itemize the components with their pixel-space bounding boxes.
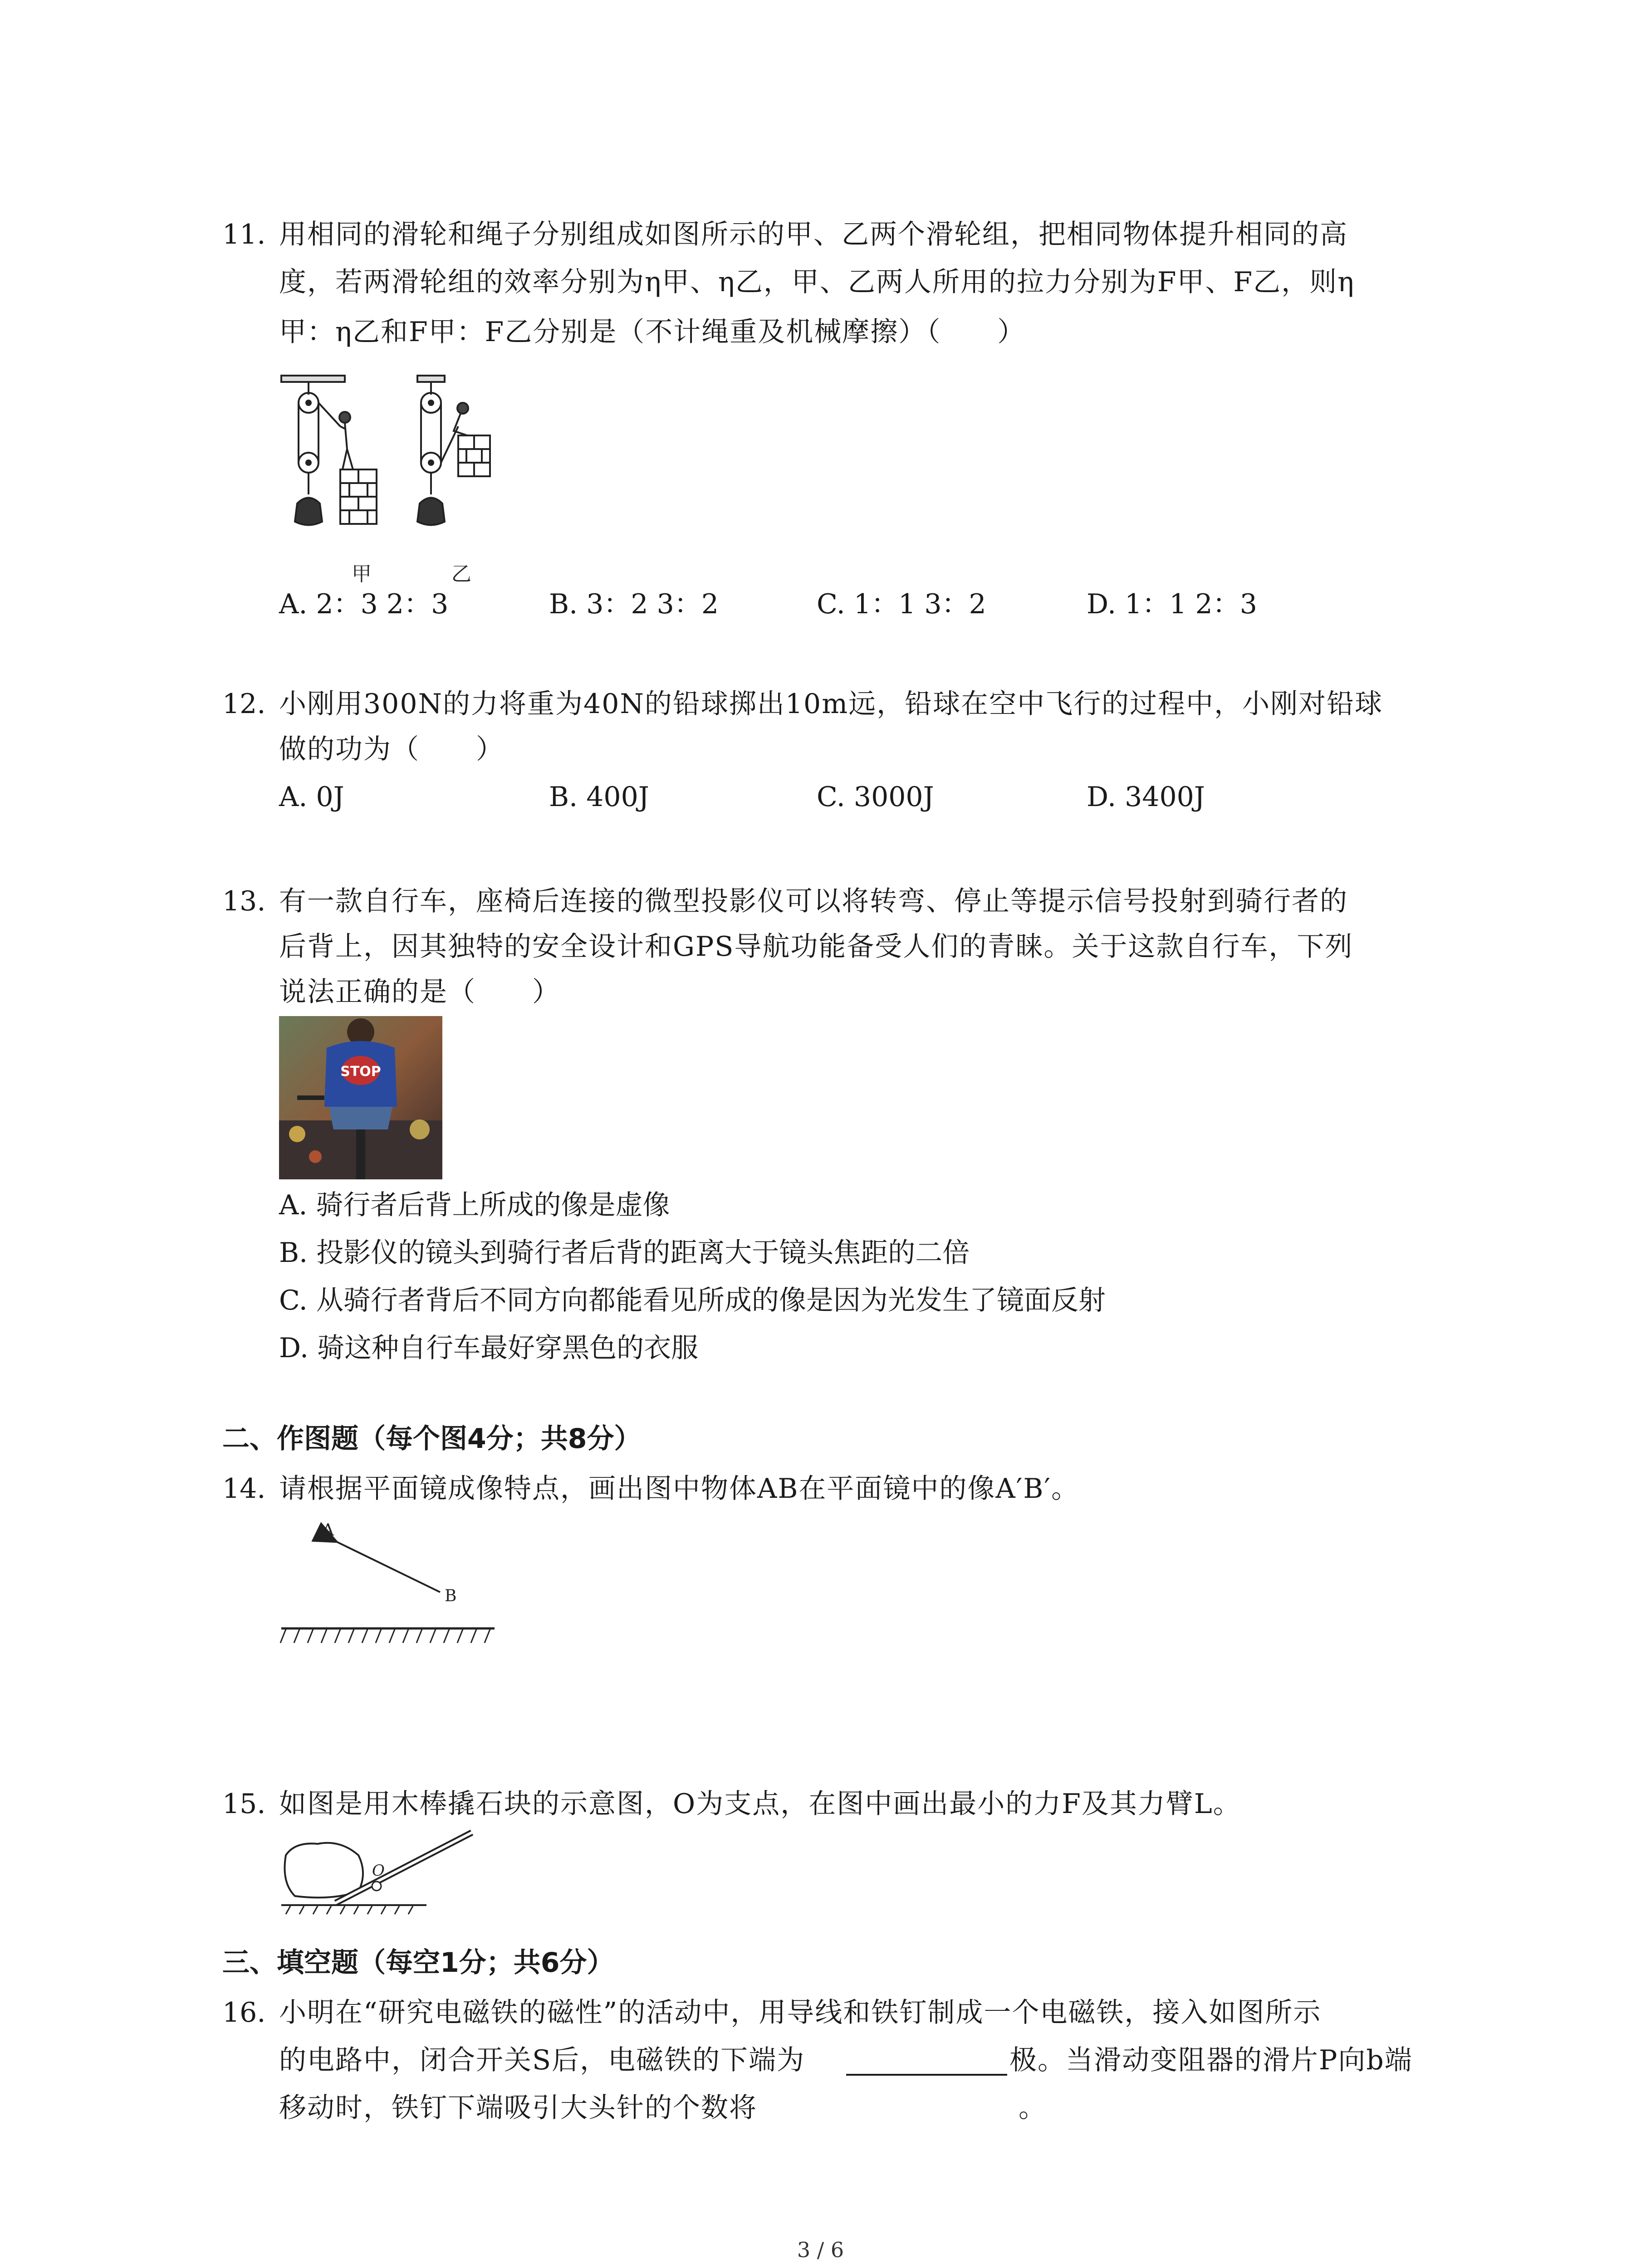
question-11-line-1: 用相同的滑轮和绳子分别组成如图所示的甲、乙两个滑轮组，把相同物体提升相同的高 xyxy=(279,219,1348,250)
question-16-line-3b: 。 xyxy=(1019,2092,1047,2124)
q13-option-d: D. 骑这种自行车最好穿黑色的衣服 xyxy=(279,1332,699,1364)
answer-blank-2[interactable] xyxy=(814,2121,1014,2123)
question-14-number: 14. xyxy=(222,1473,266,1505)
lever-rock-figure xyxy=(277,1828,485,1919)
question-13-line-3: 说法正确的是（ ） xyxy=(279,976,560,1008)
question-16-line-2b: 极。当滑动变阻器的滑片P向b端 xyxy=(1009,2044,1413,2076)
section-2-title: 二、作图题（每个图4分；共8分） xyxy=(222,1423,642,1455)
q13-option-a: A. 骑行者后背上所成的像是虚像 xyxy=(279,1189,670,1221)
question-16-number: 16. xyxy=(222,1997,266,2028)
mirror-hatching xyxy=(280,1629,490,1643)
question-12-line-1: 小刚用300N的力将重为40N的铅球掷出10m远，铅球在空中飞行的过程中，小刚对铅球 xyxy=(279,688,1383,720)
question-14-line-1: 请根据平面镜成像特点，画出图中物体AB在平面镜中的像A′B′。 xyxy=(279,1473,1080,1505)
q13-option-c: C. 从骑行者背后不同方向都能看见所成的像是因为光发生了镜面反射 xyxy=(279,1285,1106,1316)
q11-option-a: A. 2：3 2：3 xyxy=(279,588,449,620)
question-15-number: 15. xyxy=(222,1788,266,1820)
question-13-line-2: 后背上，因其独特的安全设计和GPS导航功能备受人们的青睐。关于这款自行车，下列 xyxy=(279,931,1353,963)
question-12-number: 12. xyxy=(222,688,266,720)
question-13-line-1: 有一款自行车，座椅后连接的微型投影仪可以将转弯、停止等提示信号投射到骑行者的 xyxy=(279,885,1348,917)
question-15-line-1: 如图是用木棒撬石块的示意图，O为支点，在图中画出最小的力F及其力臂L。 xyxy=(279,1788,1241,1820)
q12-option-d: D. 3400J xyxy=(1087,781,1205,813)
answer-blank-1[interactable] xyxy=(846,2074,1007,2076)
q12-option-c: C. 3000J xyxy=(817,781,934,813)
q12-option-a: A. 0J xyxy=(279,781,344,813)
question-16-line-1: 小明在“研究电磁铁的磁性”的活动中，用导线和铁钉制成一个电磁铁，接入如图所示 xyxy=(279,1997,1322,2028)
question-16-line-2a: 的电路中，闭合开关S后，电磁铁的下端为 xyxy=(279,2044,805,2076)
q11-option-b: B. 3：2 3：2 xyxy=(549,588,719,620)
bicycle-projector-photo xyxy=(279,1016,442,1179)
point-a-label: A xyxy=(322,1521,334,1540)
q12-option-b: B. 400J xyxy=(549,781,649,813)
pulley-systems-figure xyxy=(272,372,531,590)
page-number: 3 / 6 xyxy=(797,2238,844,2262)
q11-option-c: C. 1：1 3：2 xyxy=(817,588,986,620)
point-b-label: B xyxy=(445,1587,457,1605)
figure-label-jia: 甲 xyxy=(352,562,372,586)
question-16-line-3a: 移动时，铁钉下端吸引大头针的个数将 xyxy=(279,2092,757,2124)
question-13-number: 13. xyxy=(222,885,266,917)
figure-label-yi: 乙 xyxy=(451,562,471,586)
question-11-line-2: 度，若两滑轮组的效率分别为η甲、η乙，甲、乙两人所用的拉力分别为F甲、F乙，则η xyxy=(279,266,1355,298)
fulcrum-label: O xyxy=(372,1862,385,1880)
section-3-title: 三、填空题（每空1分；共6分） xyxy=(222,1947,614,1979)
q13-option-b: B. 投影仪的镜头到骑行者后背的距离大于镜头焦距的二倍 xyxy=(279,1237,970,1269)
q11-option-d: D. 1：1 2：3 xyxy=(1087,588,1257,620)
plane-mirror-figure xyxy=(277,1510,513,1656)
question-11-number: 11. xyxy=(222,219,266,250)
question-12-line-2: 做的功为（ ） xyxy=(279,733,504,765)
stop-sign-text: STOP xyxy=(340,1064,381,1080)
question-11-line-3: 甲：η乙和F甲：F乙分别是（不计绳重及机械摩擦）（ ） xyxy=(279,316,1026,348)
